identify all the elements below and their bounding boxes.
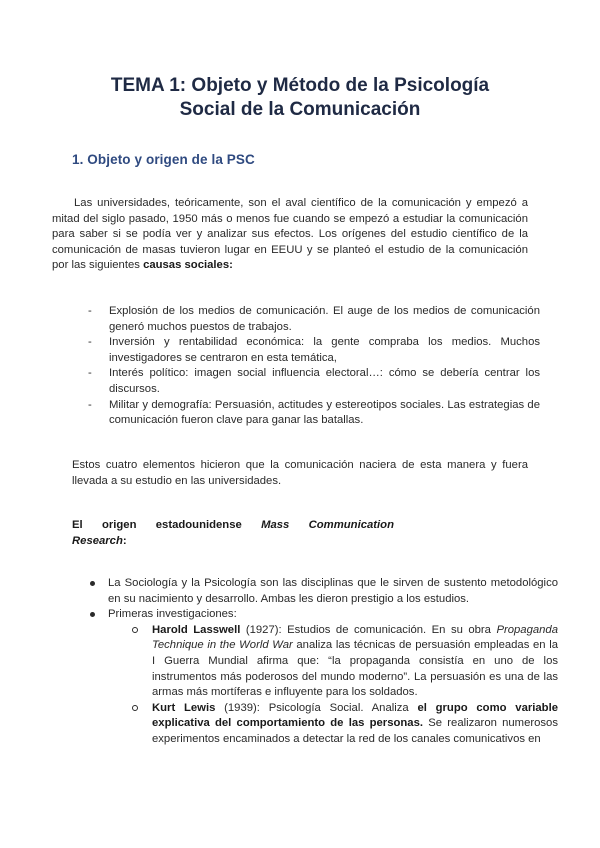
origin-heading-colon: :: [122, 535, 127, 547]
origin-heading-italic: Mass Communication: [261, 519, 394, 531]
closing-paragraph: Estos cuatro elementos hicieron que la comunicación naciera de esta manera y fuera llevada a su estudio en las universidades.: [72, 459, 528, 487]
list-item: [88, 335, 540, 366]
intro-text: Las universidades, teóricamente, son el aval científico de la comunicación y empezó a mitad del siglo pasado, 1950 más o menos fue cuando se empezó a estudiar la comunicación para saber si se podía ver y analizar sus efectos. Los orígenes del estudio científico de la comunicación de masas tuvieron lugar en EEUU y se planteó el estudio de la comunicación por las siguientes: [52, 197, 528, 272]
dash-marker: -: [88, 367, 92, 380]
bullet-icon: [90, 612, 95, 617]
list-item-text: Inversión y rentabilidad económica: la gente compraba los medios. Muchos investigadores se centraron en esta temática,: [109, 336, 540, 364]
list-item: [88, 304, 540, 335]
origin-heading: [72, 518, 394, 534]
list-item: [88, 398, 540, 429]
lasswell-text-1: (1927): Estudios de comunicación. En su obra: [240, 623, 497, 636]
lewis-name: Kurt Lewis: [152, 701, 216, 714]
list-item-text: Interés político: imagen social influencia electoral…: cómo se debería centrar los discursos.: [109, 367, 540, 395]
list-item: [88, 366, 540, 397]
origin-bullet-list: [90, 576, 558, 748]
circle-bullet-icon: [132, 705, 138, 711]
causes-list: [88, 304, 540, 429]
list-item: [90, 607, 558, 747]
origin-heading-italic-2: Research: [72, 535, 123, 547]
lasswell-work-title: Propaganda Technique in the World War: [152, 623, 558, 652]
document-title: [0, 74, 600, 122]
origin-heading-text: El origen estadounidense: [72, 519, 262, 531]
sub-list-item-lewis: [132, 701, 558, 748]
circle-bullet-icon: [132, 627, 138, 633]
title-line-2: Social de la Comunicación: [179, 99, 421, 120]
list-item: [90, 576, 558, 607]
lasswell-text-2: analiza las técnicas de persuasión empleadas en la I Guerra Mundial afirma que: “la propaganda consistía en uno de los instrumentos más poderosos del mundo moderno”. La persuasión es una de las armas más mortíferas e influyente para los soldados.: [152, 639, 558, 699]
lasswell-name: Harold Lasswell: [152, 623, 241, 636]
bullet-icon: [90, 581, 95, 586]
intro-paragraph: [52, 196, 528, 274]
lewis-bold-text: el grupo como variable explicativa del comportamiento de las personas.: [152, 701, 558, 730]
dash-marker: -: [88, 398, 92, 411]
dash-marker: -: [88, 336, 92, 349]
sub-list-item-lasswell: [132, 623, 558, 701]
research-sub-list: [132, 623, 558, 748]
list-item-text: Militar y demografía: Persuasión, actitudes y estereotipos sociales. Las estrategias de comunicación fueron clave para ganar las batallas.: [109, 398, 540, 427]
list-item-text: Primeras investigaciones:: [108, 608, 237, 621]
origin-heading-cont: [72, 534, 127, 550]
intro-bold: causas sociales:: [143, 259, 233, 272]
list-item-text: La Sociología y la Psicología son las disciplinas que le sirven de sustento metodológico en su nacimiento y desarrollo. Ambas les dieron prestigio a los estudios.: [108, 577, 558, 605]
lewis-text-1: (1939): Psicología Social. Analiza: [215, 701, 418, 714]
title-line-1: TEMA 1: Objeto y Método de la Psicología: [110, 75, 490, 96]
dash-marker: -: [88, 305, 92, 317]
list-item-text: Explosión de los medios de comunicación. El auge de los medios de comunicación generó muchos puestos de trabajos.: [109, 305, 540, 333]
lewis-text-2: Se realizaron numerosos experimentos encaminados a detectar la red de los canales comunicativos en: [152, 717, 558, 745]
section-heading: 1. Objeto y origen de la PSC: [72, 152, 255, 167]
